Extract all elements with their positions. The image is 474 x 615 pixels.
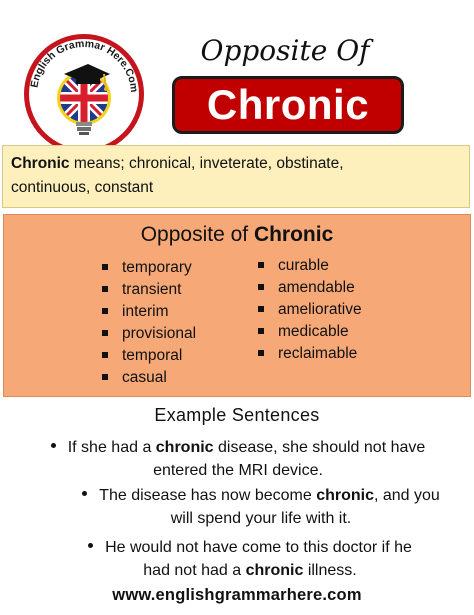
list-item: transient [102,279,196,301]
bullet-icon [258,328,264,334]
list-item: casual [102,367,196,389]
bullet-icon [102,308,108,314]
bullet-icon [102,330,108,336]
definition-word: Chronic [11,155,70,172]
bullet-icon [258,350,264,356]
list-item: medicable [258,321,362,343]
opposites-box [3,214,471,397]
bullet-icon [102,286,108,292]
list-item: ameliorative [258,299,362,321]
bullet-icon [102,264,108,270]
definition-text: means; chronical, inveterate, obstinate, [69,155,344,172]
opposites-list-right [258,255,362,365]
list-item: temporary [102,257,196,279]
svg-text:English Grammar Here.Com: English Grammar Here.Com [28,37,141,94]
bullet-icon [258,284,264,290]
site-logo [22,32,146,156]
opposites-list-left [102,257,196,389]
bullet-icon [82,491,87,496]
footer-website: www.englishgrammarhere.com [112,586,362,604]
list-item: curable [258,255,362,277]
bullet-icon [102,374,108,380]
title-prefix: Opposite Of [200,34,370,67]
bullet-icon [258,306,264,312]
logo-icon [22,32,146,156]
bullet-icon [51,443,56,448]
list-item: amendable [258,277,362,299]
list-item: provisional [102,323,196,345]
list-item: reclaimable [258,343,362,365]
bullet-icon [258,262,264,268]
examples-title: Example Sentences [154,405,320,425]
list-item: interim [102,301,196,323]
title-word-banner: Chronic [172,76,404,134]
example-sentence-3: He would not have come to this doctor if he had not had a chronic illness. [60,536,440,582]
opposites-title: Opposite of Chronic [140,223,334,246]
definition-text-line2: continuous, constant [11,179,154,196]
example-sentence-1: If she had a chronic disease, she should not have entered the MRI device. [18,436,458,482]
example-sentence-2: The disease has now become chronic, and you will spend your life with it. [64,484,458,530]
bullet-icon [102,352,108,358]
bullet-icon [88,543,93,548]
list-item: temporal [102,345,196,367]
definition-box [2,145,470,208]
